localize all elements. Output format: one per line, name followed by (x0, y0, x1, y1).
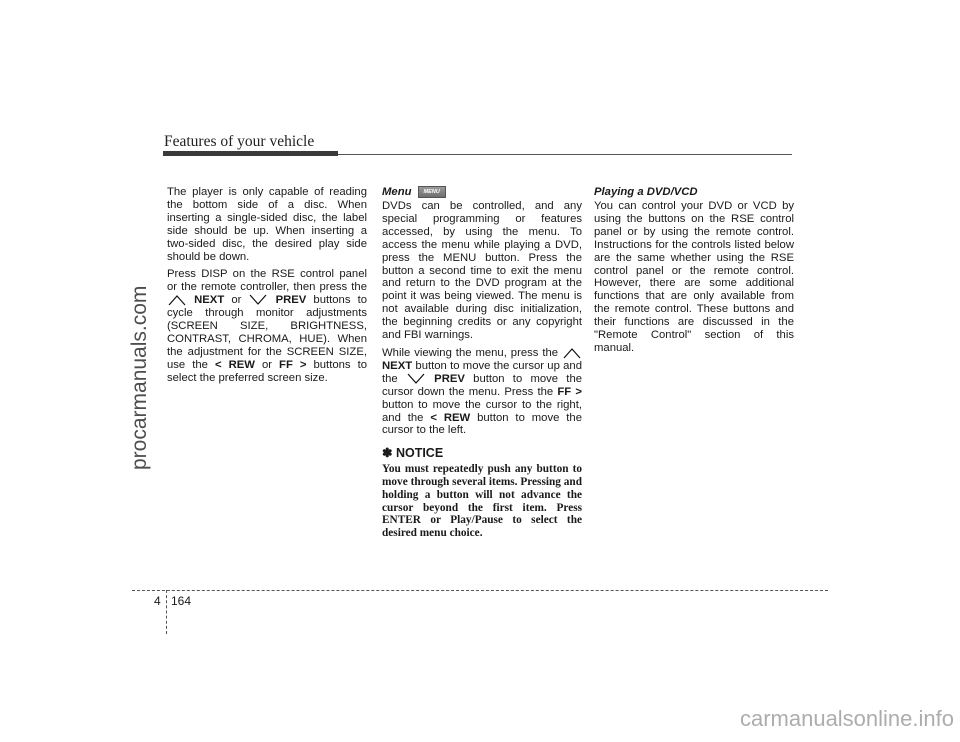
rew-label: < REW (214, 358, 255, 371)
page-number: 164 (171, 594, 192, 608)
paragraph-menu: DVDs can be controlled, and any special programming or features accessed, by using the menu. To access the menu while playing a DVD, press the MENU button. Press the button a second time to exit the menu and return to the DVD program at the point it was being viewed. The menu is not available during disc initialization, the beginning credits or any copyright and FBI warnings. (382, 200, 582, 342)
menu-heading (382, 186, 582, 199)
column-3 (594, 186, 794, 360)
next-label: NEXT (382, 359, 413, 372)
page-header-title: Features of your vehicle (164, 133, 315, 150)
text: While viewing the menu, press the (382, 346, 559, 359)
text: button to move the cursor down the menu. Press the (382, 372, 583, 398)
footer-divider (166, 590, 167, 634)
notice-body: You must repeatedly push any button to move through several items. Pressing and holding a button will not advance the cursor beyond the first item. Press ENTER or Play/Pause to select the desired menu choice. (382, 463, 582, 540)
column-2 (382, 186, 582, 545)
column-1 (167, 186, 367, 390)
prev-label: PREV (275, 294, 307, 307)
prev-label: PREV (434, 372, 465, 385)
chevron-down-icon (248, 294, 268, 306)
chapter-number: 4 (154, 594, 161, 608)
bottom-watermark: carmanualsonline.info (739, 706, 954, 731)
paragraph-disc-reading: The player is only capable of reading the bottom side of a disc. When inserting a single-sided disc, the label side should be up. When inserting a two-sided disc, the desired play side should be down. (167, 186, 367, 263)
playing-heading: Playing a DVD/VCD (594, 186, 698, 198)
menu-heading-text: Menu (382, 186, 412, 198)
paragraph-menu-navigation (382, 347, 582, 437)
notice-title: ✽ NOTICE (382, 446, 444, 461)
text: Press DISP on the RSE control panel or the remote controller, then press the (167, 268, 367, 294)
header-bar (163, 151, 338, 156)
text: or (224, 294, 249, 307)
menu-button-icon: MENU (418, 186, 446, 198)
side-watermark: procarmanuals.com (128, 285, 151, 470)
text: buttons to cycle through monitor adjustments (SCREEN SIZE, BRIGHTNESS, CONTRAST, CHROMA, HUE). When the adjustment for the SCREEN SIZE, use the (167, 294, 367, 371)
rew-label: < REW (430, 411, 471, 424)
footer-rule (132, 590, 828, 591)
ff-label: FF > (279, 358, 307, 371)
ff-label: FF > (557, 385, 582, 398)
paragraph-disp-adjust (167, 268, 367, 384)
text: or (254, 358, 280, 371)
chevron-down-icon (406, 373, 426, 385)
next-label: NEXT (194, 294, 225, 307)
text: button to move the cursor to the left. (382, 411, 582, 437)
chevron-up-icon (167, 294, 187, 306)
chevron-up-icon (562, 347, 582, 359)
text: buttons to select the preferred screen size. (167, 358, 367, 384)
text: button to move the cursor up and the (382, 359, 582, 385)
paragraph-playing: You can control your DVD or VCD by using the buttons on the RSE control panel or by using the remote control. Instructions for the controls listed below are the same whether using the RSE control panel or the remote control. However, there are some additional functions that are only available from the remote control. These buttons and their functions are discussed in the "Remote Control" section of this manual. (594, 200, 794, 354)
text: button to move the cursor to the right, and the (382, 398, 582, 424)
header-rule (338, 154, 792, 155)
